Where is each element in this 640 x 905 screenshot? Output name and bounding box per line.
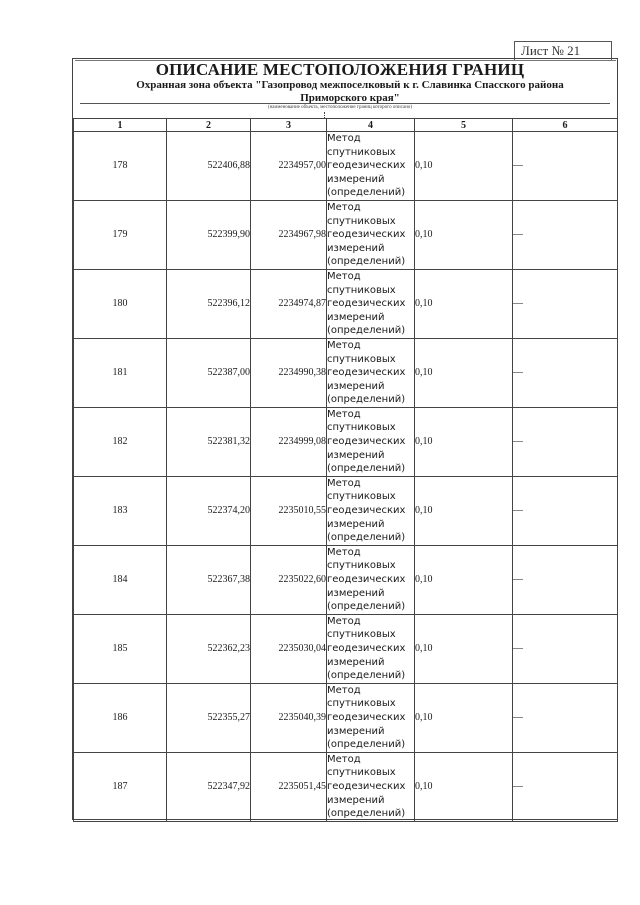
coordinate-y-cell: 2234967,98	[251, 200, 327, 269]
point-number-cell: 184	[74, 545, 167, 614]
method-line: измерений	[327, 656, 385, 668]
method-line: спутниковых	[327, 560, 396, 572]
method-line: (определений)	[327, 601, 406, 613]
method-cell	[327, 476, 415, 545]
method-line: Метод	[327, 615, 361, 627]
method-line: спутниковых	[327, 767, 396, 779]
point-number-cell: 185	[74, 614, 167, 683]
method-line: геодезических	[327, 780, 406, 792]
coordinate-y-cell: 2234990,38	[251, 338, 327, 407]
method-line: (определений)	[327, 256, 406, 268]
method-line: (определений)	[327, 325, 406, 337]
description-cell: —	[513, 545, 618, 614]
method-cell	[327, 200, 415, 269]
method-line: спутниковых	[327, 491, 396, 503]
method-line: (определений)	[327, 808, 406, 820]
method-line: измерений	[327, 794, 385, 806]
method-line: геодезических	[327, 711, 406, 723]
method-line: Метод	[327, 201, 361, 213]
accuracy-cell: 0,10	[415, 614, 513, 683]
coordinate-x-cell: 522387,00	[167, 338, 251, 407]
coordinate-x-cell: 522381,32	[167, 407, 251, 476]
method-line: Метод	[327, 477, 361, 489]
accuracy-cell: 0,10	[415, 683, 513, 752]
point-number-cell: 186	[74, 683, 167, 752]
method-line: измерений	[327, 173, 385, 185]
method-line: геодезических	[327, 160, 406, 172]
method-line: спутниковых	[327, 284, 396, 296]
method-line: геодезических	[327, 298, 406, 310]
method-line: геодезических	[327, 505, 406, 517]
table-header-row	[74, 119, 618, 132]
coordinate-y-cell: 2234999,08	[251, 407, 327, 476]
column-header: 5	[415, 119, 513, 132]
description-cell: —	[513, 476, 618, 545]
coordinate-x-cell: 522367,38	[167, 545, 251, 614]
method-line: измерений	[327, 242, 385, 254]
method-line: измерений	[327, 587, 385, 599]
accuracy-cell: 0,10	[415, 269, 513, 338]
table-row	[74, 545, 618, 614]
method-line: геодезических	[327, 642, 406, 654]
coordinate-x-cell: 522374,20	[167, 476, 251, 545]
table-row	[74, 614, 618, 683]
object-subtitle	[100, 79, 600, 105]
coordinate-x-cell: 522396,12	[167, 269, 251, 338]
accuracy-cell: 0,10	[415, 407, 513, 476]
subtitle-line-1: Охранная зона объекта "Газопровод межпоселковый к г. Славинка Спасского района	[136, 79, 564, 91]
table-row	[74, 132, 618, 201]
description-cell: —	[513, 407, 618, 476]
method-line: измерений	[327, 449, 385, 461]
point-number-cell: 182	[74, 407, 167, 476]
coordinate-y-cell: 2235051,45	[251, 752, 327, 821]
point-number-cell: 181	[74, 338, 167, 407]
method-line: Метод	[327, 270, 361, 282]
description-cell: —	[513, 200, 618, 269]
point-number-cell: 179	[74, 200, 167, 269]
table-row	[74, 407, 618, 476]
table-row	[74, 476, 618, 545]
method-line: измерений	[327, 518, 385, 530]
point-number-cell: 183	[74, 476, 167, 545]
method-line: (определений)	[327, 463, 406, 475]
coordinate-x-cell: 522347,92	[167, 752, 251, 821]
column-header: 2	[167, 119, 251, 132]
method-cell	[327, 683, 415, 752]
method-cell	[327, 752, 415, 821]
table-row	[74, 683, 618, 752]
page-title: ОПИСАНИЕ МЕСТОПОЛОЖЕНИЯ ГРАНИЦ	[155, 60, 525, 79]
method-line: измерений	[327, 725, 385, 737]
method-line: спутниковых	[327, 698, 396, 710]
column-header: 3	[251, 119, 327, 132]
accuracy-cell: 0,10	[415, 752, 513, 821]
description-cell: —	[513, 338, 618, 407]
accuracy-cell: 0,10	[415, 132, 513, 201]
method-cell	[327, 545, 415, 614]
description-cell: —	[513, 614, 618, 683]
accuracy-cell: 0,10	[415, 200, 513, 269]
method-line: геодезических	[327, 229, 406, 241]
accuracy-cell: 0,10	[415, 338, 513, 407]
subtitle-caption: (наименование объекта, местоположение границ которого описано)	[267, 105, 413, 110]
table-row	[74, 752, 618, 821]
column-header: 4	[327, 119, 415, 132]
method-line: спутниковых	[327, 422, 396, 434]
method-line: Метод	[327, 133, 361, 144]
method-line: спутниковых	[327, 146, 396, 158]
method-line: спутниковых	[327, 629, 396, 641]
method-line: геодезических	[327, 367, 406, 379]
column-header: 6	[513, 119, 618, 132]
method-line: (определений)	[327, 670, 406, 682]
method-line: Метод	[327, 408, 361, 420]
method-line: Метод	[327, 339, 361, 351]
method-cell	[327, 338, 415, 407]
coordinate-y-cell: 2234957,00	[251, 132, 327, 201]
table-body	[74, 132, 618, 822]
point-number-cell: 178	[74, 132, 167, 201]
coordinate-x-cell: 522355,27	[167, 683, 251, 752]
point-number-cell: 180	[74, 269, 167, 338]
method-line: Метод	[327, 546, 361, 558]
description-cell: —	[513, 683, 618, 752]
method-line: измерений	[327, 311, 385, 323]
column-header: 1	[74, 119, 167, 132]
method-cell	[327, 407, 415, 476]
method-line: (определений)	[327, 532, 406, 544]
coordinate-y-cell: 2235030,04	[251, 614, 327, 683]
method-cell	[327, 614, 415, 683]
coordinate-x-cell: 522362,23	[167, 614, 251, 683]
method-line: Метод	[327, 684, 361, 696]
coordinate-x-cell: 522399,90	[167, 200, 251, 269]
table-row	[74, 269, 618, 338]
sheet-number-label: Лист № 21	[514, 41, 612, 61]
accuracy-cell: 0,10	[415, 545, 513, 614]
table-row	[74, 338, 618, 407]
coordinate-y-cell: 2234974,87	[251, 269, 327, 338]
method-line: Метод	[327, 753, 361, 765]
method-line: геодезических	[327, 574, 406, 585]
coordinate-y-cell: 2235022,60	[251, 545, 327, 614]
method-line: (определений)	[327, 394, 406, 406]
accuracy-cell: 0,10	[415, 476, 513, 545]
subtitle-line-2: Приморского края"	[300, 92, 400, 104]
method-cell	[327, 132, 415, 201]
method-line: (определений)	[327, 187, 406, 199]
method-line: (определений)	[327, 739, 406, 751]
method-line: спутниковых	[327, 215, 396, 227]
boundary-table	[73, 118, 618, 822]
coordinate-y-cell: 2235010,55	[251, 476, 327, 545]
method-cell	[327, 269, 415, 338]
point-number-cell: 187	[74, 752, 167, 821]
description-cell: —	[513, 752, 618, 821]
coordinate-x-cell: 522406,88	[167, 132, 251, 201]
method-line: геодезических	[327, 436, 406, 448]
table-row	[74, 200, 618, 269]
description-cell: —	[513, 269, 618, 338]
description-cell: —	[513, 132, 618, 201]
coordinate-y-cell: 2235040,39	[251, 683, 327, 752]
method-line: измерений	[327, 380, 385, 392]
method-line: спутниковых	[327, 353, 396, 365]
